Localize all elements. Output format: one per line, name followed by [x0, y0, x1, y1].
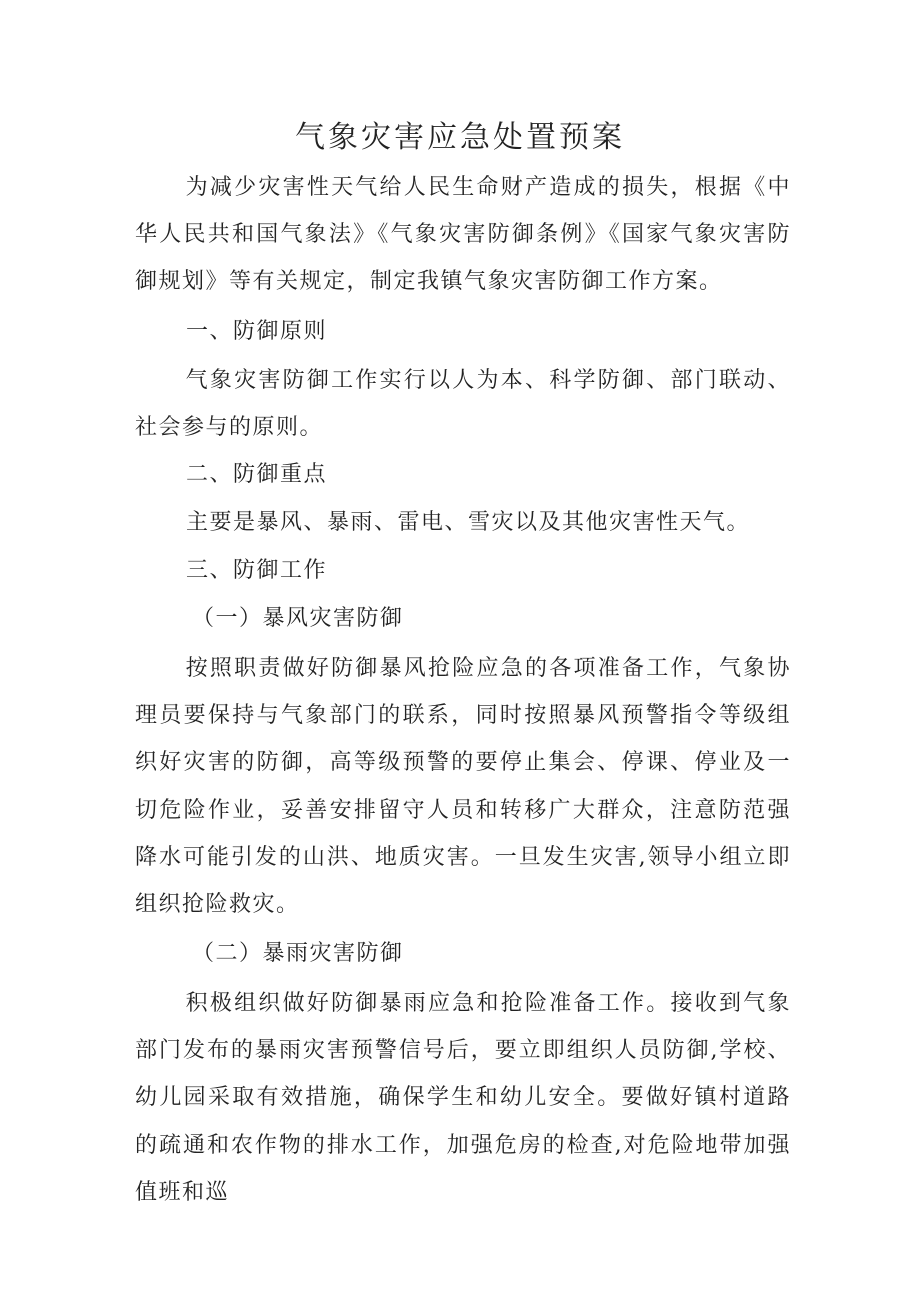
document-title: 气象灾害应急处置预案: [295, 120, 625, 155]
subsection-heading-rainstorm: （二）暴雨灾害防御: [192, 941, 404, 966]
subsection-body-windstorm: 按照职责做好防御暴风抢险应急的各项准备工作，气象协理员要保持与气象部门的联系，同时按照暴风预警指令等级组织好灾害的防御，高等级预警的要停止集会、停课、停业及一切危险作业，妥善安排留守人员和转移广大群众，注意防范强降水可能引发的山洪、地质灾害。一旦发生灾害,领导小组立即组织抢险救灾。: [135, 656, 791, 918]
section-body-defense-focus: 主要是暴风、暴雨、雷电、雪灾以及其他灾害性天气。: [186, 510, 751, 535]
subsection-body-rainstorm: 积极组织做好防御暴雨应急和抢险准备工作。接收到气象部门发布的暴雨灾害预警信号后，要立即组织人员防御,学校、幼儿园采取有效措施，确保学生和幼儿安全。要做好镇村道路的疏通和农作物的排水工作，加强危房的检查,对危险地带加强值班和巡: [135, 991, 791, 1205]
intro-paragraph: 为减少灾害性天气给人民生命财产造成的损失，根据《中华人民共和国气象法》《气象灾害防御条例》《国家气象灾害防御规划》等有关规定，制定我镇气象灾害防御工作方案。: [135, 175, 791, 295]
section-heading-defense-focus: 二、防御重点: [186, 462, 328, 487]
section-heading-defense-principles: 一、防御原则: [186, 319, 328, 344]
section-body-defense-principles: 气象灾害防御工作实行以人为本、科学防御、部门联动、社会参与的原则。: [135, 368, 791, 441]
section-heading-defense-work: 三、防御工作: [186, 558, 328, 583]
subsection-heading-windstorm: （一）暴风灾害防御: [192, 606, 404, 631]
